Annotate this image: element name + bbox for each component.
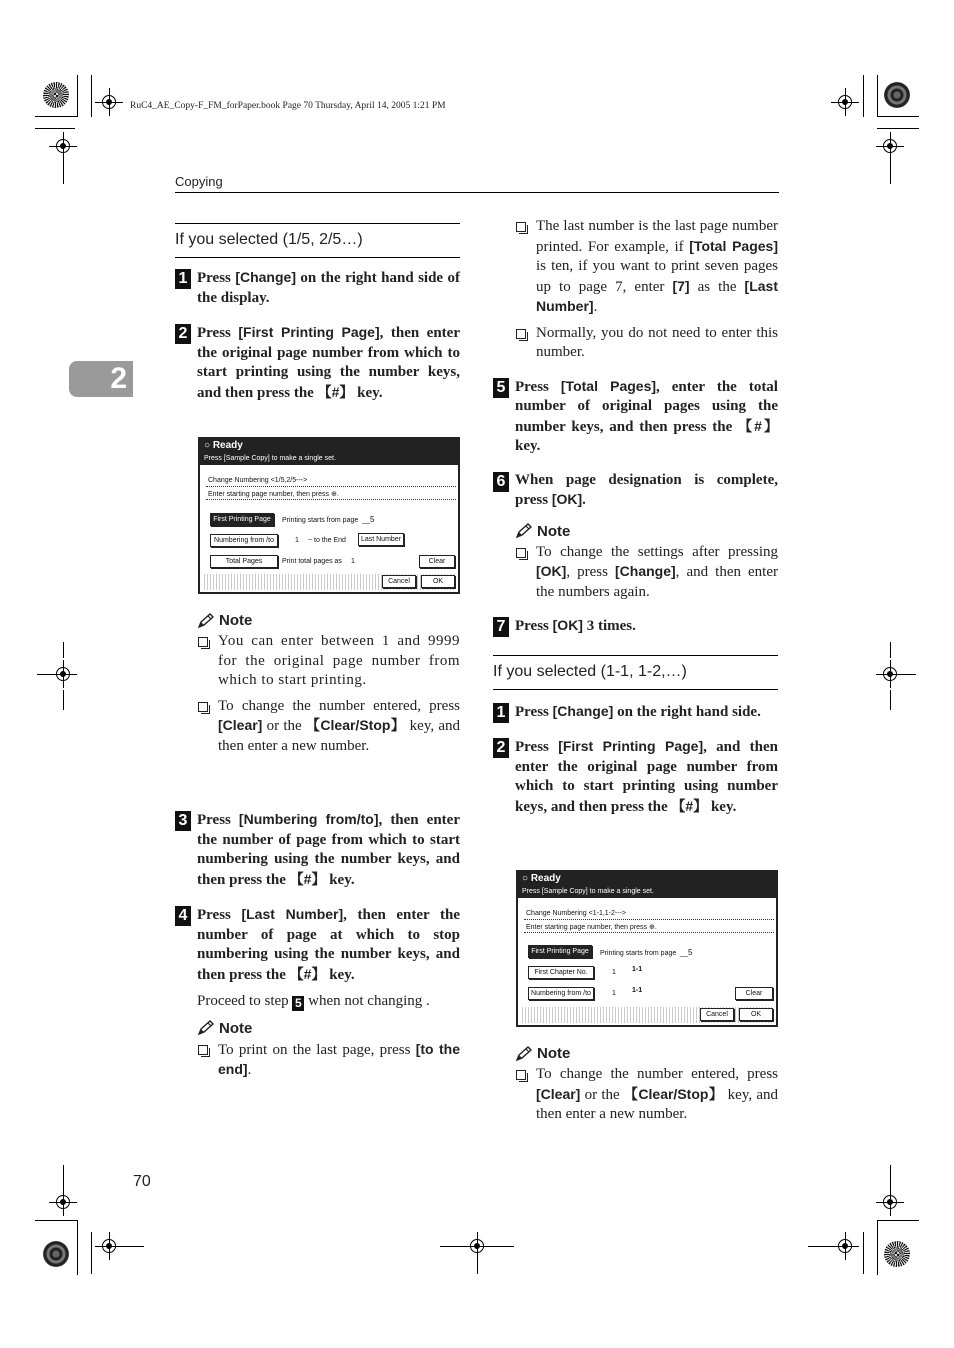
- color-target-icon: [43, 82, 69, 108]
- key-label: [Last Number]: [241, 906, 344, 922]
- header-rule: [175, 192, 779, 193]
- checkbox-bullet-icon: [198, 637, 208, 647]
- cancel-button[interactable]: Cancel: [382, 575, 416, 588]
- note-bullet: [515, 217, 778, 318]
- step-number: 2: [175, 324, 191, 344]
- note-heading: [175, 1020, 460, 1037]
- key-label: [Last Number]: [536, 277, 778, 314]
- step-2: [175, 323, 460, 403]
- step-4: [175, 905, 460, 985]
- note-bullet: [515, 324, 778, 363]
- left-column-steps: [175, 810, 460, 1081]
- registration-mark-icon: [838, 1239, 852, 1253]
- step-text: on the right hand side.: [613, 703, 761, 720]
- step-text: key.: [707, 798, 737, 815]
- mode-label: Change Numbering <1/5,2/5--->: [208, 477, 308, 484]
- bullet-text: key, and then enter a new number.: [536, 1086, 779, 1122]
- note-heading: [197, 612, 460, 629]
- ok-button[interactable]: OK: [739, 1008, 773, 1021]
- chapter-tab: [69, 361, 133, 397]
- bullet-text: The last number is the last page number printed. For example, if: [536, 218, 778, 255]
- key-label: [Change]: [615, 563, 676, 579]
- numbering-value: 1: [612, 990, 616, 997]
- step-text: Press: [197, 325, 239, 341]
- key-label: [First Printing Page]: [558, 738, 704, 754]
- divider: [524, 932, 774, 933]
- key-label: [Clear]: [218, 717, 263, 733]
- bullet-text: or the: [580, 1086, 624, 1103]
- bullet-text: To print on the last page, press: [218, 1041, 416, 1058]
- step-number: 2: [493, 738, 509, 758]
- step-text: , and then enter the original page number from which to start printing using number keys, and then press the: [515, 739, 778, 815]
- step-ref: 5: [292, 996, 304, 1011]
- first-printing-page-button[interactable]: First Printing Page: [210, 513, 274, 526]
- key-label: 【Clear/Stop】: [623, 1085, 724, 1102]
- bullet-text: , and then enter the numbers again.: [536, 564, 779, 600]
- step-text: Press: [515, 378, 561, 395]
- note-bullet: [515, 543, 778, 603]
- right-column: [493, 217, 778, 817]
- divider: [206, 499, 456, 500]
- checkbox-bullet-icon: [516, 548, 526, 558]
- bullet-text: as the: [689, 278, 745, 295]
- first-value: 5: [369, 515, 375, 524]
- note-title: Note: [537, 1045, 571, 1062]
- step-text: key.: [515, 438, 541, 454]
- divider: [524, 919, 774, 920]
- step-1: [175, 268, 460, 308]
- page-number: 70: [133, 1173, 151, 1190]
- step-text: .: [582, 492, 586, 508]
- bullet-text: To change the number entered, press: [218, 697, 460, 714]
- ready-label: Ready: [212, 440, 243, 451]
- divider: [206, 486, 456, 487]
- proceed-text: [175, 992, 460, 1012]
- color-target-icon: [43, 1241, 69, 1267]
- key-label: [OK]: [536, 563, 567, 579]
- key-label: [Clear]: [536, 1085, 581, 1102]
- pencil-icon: [515, 523, 533, 539]
- proceed-label: Proceed to step: [197, 993, 293, 1009]
- checkbox-bullet-icon: [198, 1045, 208, 1055]
- note-bullet: [197, 1040, 460, 1081]
- key-label: [Total Pages]: [560, 377, 657, 394]
- first-printing-page-button[interactable]: First Printing Page: [528, 945, 592, 958]
- registration-mark-icon: [102, 1239, 116, 1253]
- key-label: 【Clear/Stop】: [305, 717, 406, 733]
- step-1b: [493, 702, 778, 723]
- left-column: [175, 223, 460, 403]
- note-title: Note: [219, 612, 253, 629]
- step-text: , then enter the original page number from which to start printing using the number keys, and then press the: [197, 325, 460, 401]
- step-number: 5: [493, 378, 509, 398]
- step-text: When page designation is complete, press: [515, 471, 778, 508]
- section-label: Copying: [175, 174, 223, 189]
- numbering-from-to-button[interactable]: Numbering from /to: [528, 987, 594, 1000]
- bullet-text: To change the settings after pressing: [536, 543, 778, 560]
- step-3: [175, 810, 460, 890]
- status-bar: [204, 574, 456, 590]
- left-column-lower: [197, 612, 460, 756]
- registration-mark-icon: [883, 1195, 897, 1209]
- note-title: Note: [219, 1019, 253, 1037]
- step-5: [493, 377, 778, 457]
- note-heading: [493, 523, 778, 540]
- step-text: key.: [353, 384, 383, 401]
- prompt-text: Enter starting page number, then press ⊕.: [526, 924, 657, 931]
- checkbox-bullet-icon: [516, 329, 526, 339]
- step-number: 3: [175, 811, 191, 831]
- chapter-value: 1: [612, 969, 616, 976]
- registration-mark-icon: [56, 667, 70, 681]
- key-label: [First Printing Page]: [238, 324, 380, 340]
- pencil-icon: [197, 1020, 215, 1036]
- screen-title: ○ Ready: [518, 872, 776, 886]
- right-column-lower: [515, 1045, 778, 1125]
- step-text: Press: [515, 618, 553, 634]
- key-label: [OK]: [551, 491, 583, 507]
- last-number-button[interactable]: Last Number: [358, 533, 404, 546]
- bullet-text: You can enter between 1 and 9999 for the original page number from which to start printing.: [218, 633, 460, 688]
- step-number: 7: [493, 617, 509, 637]
- key-label: [7]: [672, 277, 690, 294]
- pencil-icon: [515, 1046, 533, 1062]
- step-number: 6: [493, 472, 509, 492]
- file-info: RuC4_AE_Copy-F_FM_forPaper.book Page 70 Thursday, April 14, 2005 1:21 PM: [130, 101, 446, 111]
- key-label: [to the end]: [218, 1040, 460, 1077]
- key-label: 【#】: [671, 797, 708, 814]
- screen-title: ○ Ready: [200, 439, 458, 453]
- step-6: [493, 471, 778, 511]
- note-title: Note: [537, 522, 571, 540]
- mode-label: Change Numbering <1-1,1-2--->: [526, 910, 626, 917]
- step-text: Press: [515, 703, 553, 720]
- registration-mark-icon: [470, 1239, 484, 1253]
- step-text: , then enter the number of page from which to start numbering using the number keys, and then press the: [197, 812, 460, 888]
- step-number: 1: [175, 269, 191, 289]
- total-pages-button[interactable]: Total Pages: [210, 555, 278, 568]
- note-bullet: [197, 632, 460, 691]
- status-bar: [522, 1007, 774, 1023]
- first-label: Printing starts from page: [282, 517, 359, 524]
- step-text: key.: [325, 871, 355, 888]
- numbering-from-value: 1: [295, 537, 299, 544]
- cancel-button[interactable]: Cancel: [700, 1008, 734, 1021]
- registration-mark-icon: [838, 95, 852, 109]
- first-text: Printing starts from page __5: [600, 948, 693, 957]
- key-label: [Total Pages]: [689, 237, 778, 254]
- step-text: , enter the total number of original pages using the number keys, and then press the: [515, 378, 778, 435]
- key-label: [Change]: [235, 269, 296, 285]
- chapter-sample: 1-1: [632, 966, 643, 973]
- step-text: Press: [197, 812, 239, 828]
- panel-screenshot: [516, 870, 778, 1027]
- pencil-icon: [197, 613, 215, 629]
- first-value: 5: [687, 948, 693, 957]
- bullet-text: or the: [262, 718, 306, 734]
- registration-mark-icon: [883, 667, 897, 681]
- color-target-icon: [884, 1241, 910, 1267]
- key-label: [Numbering from/to]: [238, 811, 379, 827]
- step-text: key.: [325, 966, 355, 983]
- color-target-icon: [884, 82, 910, 108]
- bullet-text: Normally, you do not need to enter this number.: [536, 324, 778, 360]
- bullet-text: To change the number entered, press: [536, 1066, 778, 1082]
- bullet-text: .: [593, 299, 598, 315]
- chapter-number: 2: [110, 362, 127, 395]
- ok-button[interactable]: OK: [421, 575, 455, 588]
- key-label: [OK]: [552, 617, 583, 633]
- bullet-text: , press: [566, 564, 615, 580]
- total-value: 1: [351, 558, 355, 565]
- key-label: 【#】: [289, 965, 326, 982]
- step-text: Press: [197, 907, 242, 923]
- registration-mark-icon: [883, 139, 897, 153]
- registration-mark-icon: [56, 139, 70, 153]
- step-text: 3 times.: [582, 618, 636, 634]
- registration-mark-icon: [102, 95, 116, 109]
- step-number: 1: [493, 703, 509, 723]
- checkbox-bullet-icon: [516, 222, 526, 232]
- key-label: 【#】: [317, 383, 354, 400]
- numbering-from-to-button[interactable]: Numbering from /to: [210, 534, 278, 547]
- clear-button[interactable]: Clear: [419, 555, 455, 568]
- note-bullet: [515, 1065, 778, 1125]
- screen-subtitle: Press [Sample Copy] to make a single set.: [200, 453, 458, 465]
- first-label: Printing starts from page: [600, 950, 677, 957]
- bullet-text: key, and then enter a new number.: [218, 718, 461, 754]
- key-label: 【#】: [738, 417, 778, 434]
- numbering-to-value: ~ to the End: [308, 537, 346, 544]
- step-text: Press: [515, 739, 559, 755]
- subheading: If you selected (1-1, 1-2,…): [493, 655, 778, 690]
- step-7: [493, 616, 778, 637]
- note-heading: [515, 1045, 778, 1062]
- checkbox-bullet-icon: [516, 1070, 526, 1080]
- step-number: 4: [175, 906, 191, 926]
- proceed-label: when not changing .: [304, 993, 430, 1009]
- checkbox-bullet-icon: [198, 702, 208, 712]
- numbering-sample: 1-1: [632, 987, 643, 994]
- note-bullet: [197, 697, 460, 757]
- screen-subtitle: Press [Sample Copy] to make a single set.: [518, 886, 776, 898]
- bullet-text: .: [247, 1062, 252, 1078]
- step-text: Press: [197, 270, 236, 286]
- step-2b: [493, 737, 778, 817]
- panel-screenshot: [198, 437, 460, 594]
- registration-mark-icon: [56, 1195, 70, 1209]
- bullet-text: is ten, if you want to print seven pages up to page 7, enter: [536, 258, 778, 295]
- ready-label: Ready: [530, 873, 561, 884]
- key-label: [Change]: [552, 702, 614, 719]
- clear-button[interactable]: Clear: [735, 987, 773, 1000]
- prompt-text: Enter starting page number, then press ⊕.: [208, 491, 339, 498]
- subheading: If you selected (1/5, 2/5…): [175, 223, 460, 258]
- key-label: 【#】: [289, 870, 326, 887]
- step-text: on the right hand side of the display.: [197, 270, 461, 306]
- total-label: Print total pages as: [282, 558, 342, 565]
- step-text: , then enter the number of page at which to stop numbering using the number keys, and then press the: [197, 907, 460, 983]
- first-chapter-button[interactable]: First Chapter No.: [528, 966, 594, 979]
- first-text: Printing starts from page __5: [282, 515, 375, 524]
